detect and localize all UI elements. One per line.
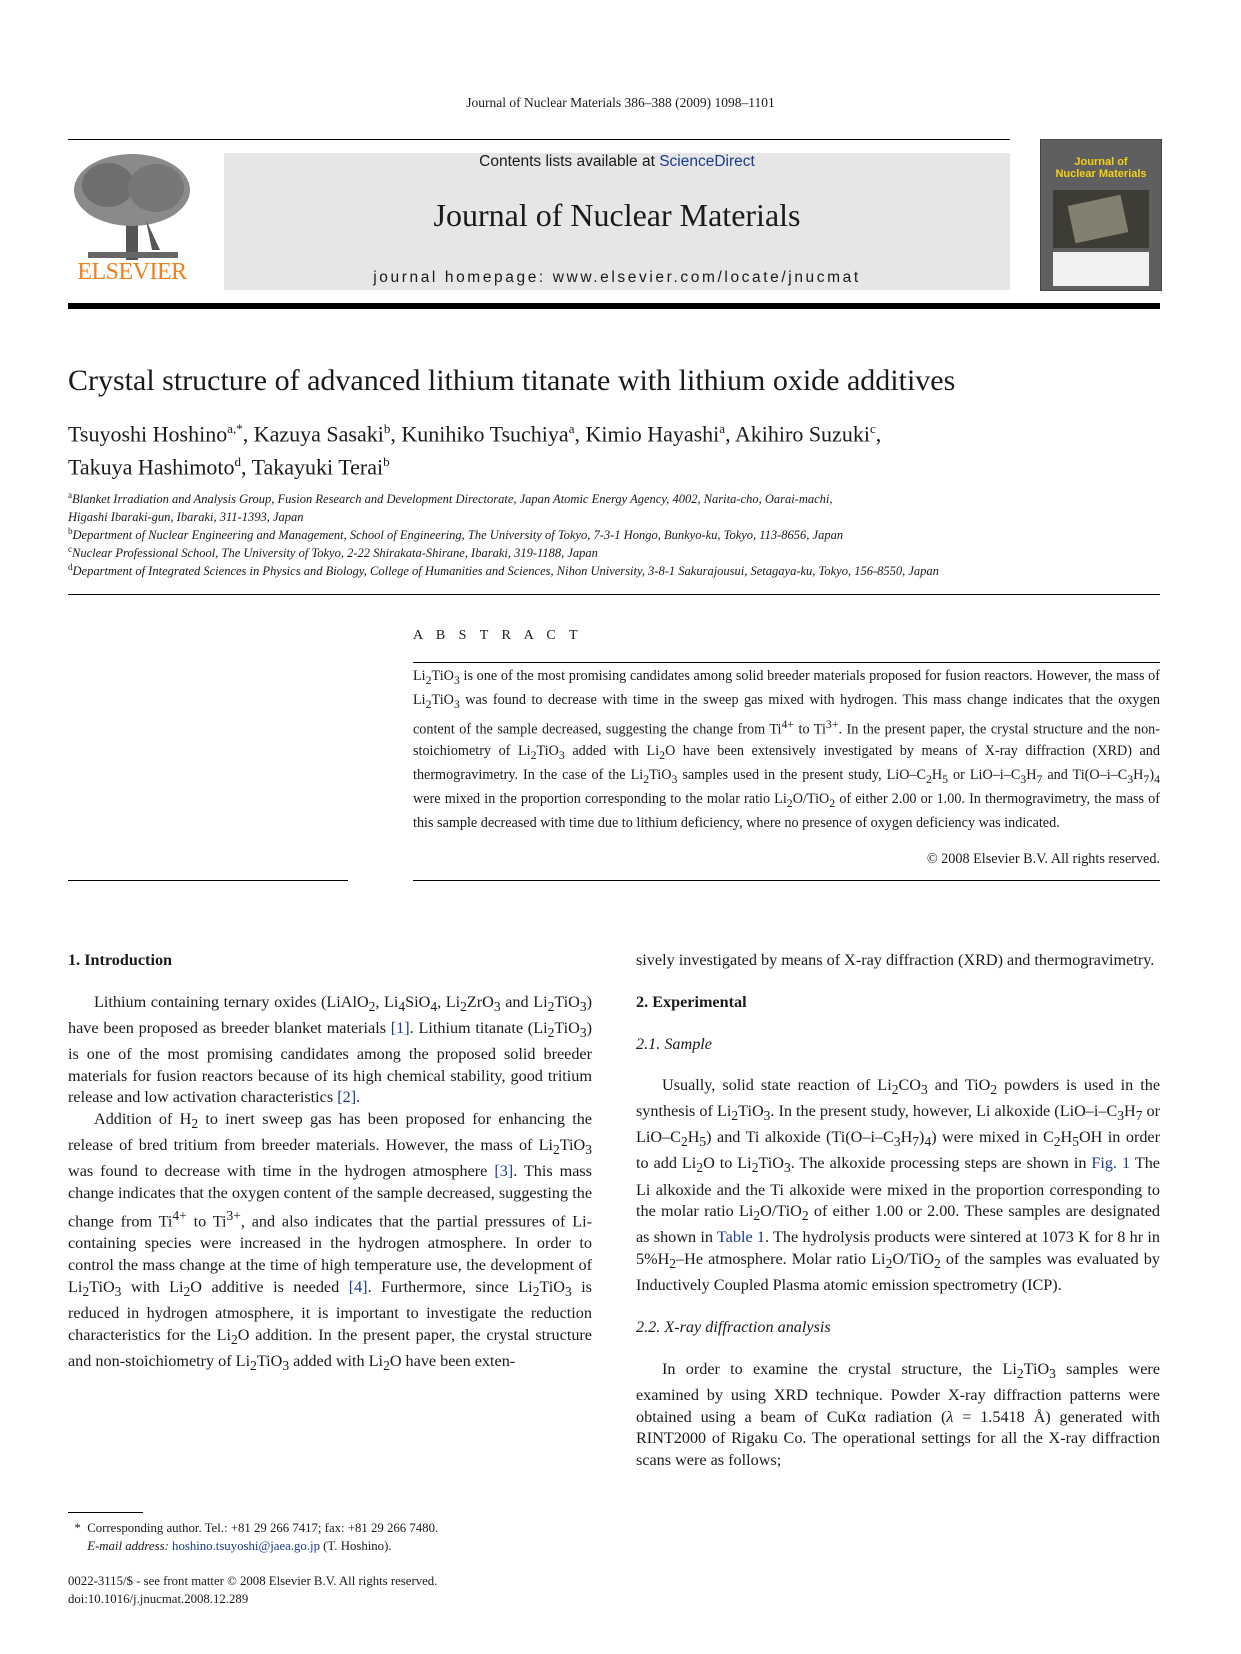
author[interactable]: Kazuya Sasaki <box>253 421 384 447</box>
header-rule <box>68 139 1010 140</box>
author-sup: d <box>234 454 241 470</box>
abstract-copyright: © 2008 Elsevier B.V. All rights reserved. <box>926 851 1160 867</box>
author[interactable]: Akihiro Suzuki <box>734 421 870 447</box>
sciencedirect-link[interactable]: ScienceDirect <box>659 153 755 170</box>
cover-title-line1: Journal of <box>1074 156 1128 168</box>
affiliation-sup: c <box>68 544 72 554</box>
right-column <box>636 950 1160 1472</box>
author[interactable]: Takuya Hashimoto <box>68 454 235 480</box>
affiliation-a <box>68 486 1168 526</box>
right-rule <box>413 880 1160 881</box>
author-list: Tsuyoshi Hoshino$^{a,*}$, Kazuya Sasaki$^b$, Kunihiko Tsuchiya$^a$, Kimio Hayashi$^a$, Akihiro Suzuki$^c$, Takuya Hashimoto$^d$, Takayuki Terai$^b$ <box>68 421 882 480</box>
footnote-corresponding: * Corresponding author. Tel.: +81 29 266 7417; fax: +81 29 266 7480. E-mail address: hoshino.tsuyoshi@jaea.go.jp (T. Hoshino). <box>68 1521 439 1553</box>
affiliation-sup: a <box>68 490 72 500</box>
subsection-heading-sample: 2.1. Sample <box>636 1034 712 1053</box>
affiliation-text: Nuclear Professional School, The University of Tokyo, 2-22 Shirakata-Shirane, Ibaraki, 319-1188, Japan <box>72 546 598 561</box>
affiliation-sup: d <box>68 562 73 572</box>
affiliation-text: Department of Integrated Sciences in Physics and Biology, College of Humanities and Sciences, Nihon University, 3-8-1 Sakurajousui, Setagaya-ku, Tokyo, 156-8550, Japan <box>72 564 939 579</box>
author-sup: b <box>383 421 391 436</box>
subsection-heading-xrd: 2.2. X-ray diffraction analysis <box>636 1317 831 1336</box>
affiliation-sup: b <box>68 526 73 536</box>
journal-homepage[interactable]: journal homepage: www.elsevier.com/locate/jnucmat <box>373 269 861 286</box>
author[interactable]: Takayuki Terai <box>251 454 384 480</box>
intro-paragraph: Addition of $H_2$ to inert sweep gas has been proposed for enhancing the release of bred tritium from breeder materials. However, the mass of $Li_2TiO_3$ was found to decrease with time in the hydrogen atmosphere [3]. This mass change indicates that the oxygen content of the sample decreased, suggesting the change from $Ti^{4+}$ to $Ti^{3+}$, and also indicates that the partial pressures of Li-containing species were increased in the hydrogen atmosphere. In order to control the mass change at the time of high temperature use, the development of $Li_2TiO_3$ with $Li_2O$ additive is needed [4]. Furthermore, since $Li_2TiO_3$ is reduced in hydrogen atmosphere, it is important to investigate the reduction characteristics for the $Li_2O$ addition. In the present paper, the crystal structure and non-stoichiometry of $Li_2TiO_3$ added with $Li_2O$ have been exten- <box>68 1110 592 1373</box>
affiliation-rule <box>68 594 1160 595</box>
affiliation-text: Higashi Ibaraki-gun, Ibaraki, 311-1393, Japan <box>68 510 304 525</box>
citation-link[interactable]: [4] <box>348 1277 368 1296</box>
issn-line: 0022-3115/$ - see front matter © 2008 Elsevier B.V. All rights reserved. <box>68 1574 438 1588</box>
citation-link[interactable]: [2] <box>337 1088 357 1107</box>
affiliation-text: Blanket Irradiation and Analysis Group, Fusion Research and Development Directorate, Japan Atomic Energy Agency, 4002, Narita-cho, Oarai-machi, <box>72 492 833 507</box>
publisher-wordmark: ELSEVIER <box>77 259 187 285</box>
affiliation-d <box>68 558 1168 580</box>
cover-title-line2: Nuclear Materials <box>1055 168 1147 180</box>
intro-paragraph: Lithium containing ternary oxides (LiAlO$_2$, $Li_4SiO_4$, $Li_2ZrO_3$ and $Li_2TiO_3$) have been proposed as breeder blanket materials [1]. Lithium titanate $(Li_2TiO_3)$ is one of the most promising candidates among the proposed solid breeder materials for fusion reactors because of its high chemical stability, good tritium release and low activation characteristics [2]. <box>68 992 592 1107</box>
citation-link[interactable]: [3] <box>494 1162 514 1181</box>
article-title: Crystal structure of advanced lithium titanate with lithium oxide additives <box>68 364 956 397</box>
email-label: E-mail address: <box>87 1539 169 1553</box>
author[interactable]: Tsuyoshi Hoshino <box>68 421 228 447</box>
citation-link[interactable]: [1] <box>390 1018 410 1037</box>
abstract-heading: A B S T R A C T <box>413 628 583 643</box>
left-column <box>68 950 592 1377</box>
section-heading-experimental: 2. Experimental <box>636 992 747 1011</box>
author-sup: a,* <box>227 421 243 436</box>
sample-paragraph: Usually, solid state reaction of $Li_2CO_3$ and TiO$_2$ powders is used in the synthesis of $Li_2TiO_3$. In the present study, however, Li alkoxide ($LiO-i-C_3H_7$ or LiO–$C_2H_5$) and Ti alkoxide $(Ti(O-i-C_3H_7)_4)$ were mixed in $C_2H_5OH$ in order to add $Li_2O$ to $Li_2TiO_3$. The alkoxide processing steps are shown in Fig. 1 The Li alkoxide and the Ti alkoxide were mixed in the proportion corresponding to the molar ratio $Li_2O/TiO_2$ of either 1.00 or 2.00. These samples are designated as shown in Table 1. The hydrolysis products were sintered at 1073 K for 8 hr in $5\%H_2-He$ atmosphere. Molar ratio $Li_2O/TiO_2$ of the samples was evaluated by Inductively Coupled Plasma atomic emission spectrometry (ICP). <box>636 1076 1161 1295</box>
footnote-issn-doi <box>68 1572 608 1608</box>
figure-link[interactable]: Fig. 1 <box>1091 1154 1131 1173</box>
journal-cover-image[interactable] <box>1040 139 1162 291</box>
author[interactable]: Kimio Hayashi <box>585 421 720 447</box>
author-sup: b <box>383 454 390 470</box>
contents-prefix: Contents lists available at <box>479 153 660 170</box>
cover-lower-panel <box>1053 252 1149 286</box>
email-link[interactable]: hoshino.tsuyoshi@jaea.go.jp <box>172 1539 320 1553</box>
author-sup: a <box>568 421 575 436</box>
xrd-paragraph: In order to examine the crystal structure, the $Li_2TiO_3$ samples were examined by using XRD technique. Powder X-ray diffraction patterns were obtained using a beam of CuKα radiation (λ = 1.5418 Å) generated with RINT2000 of Rigaku Co. The operational settings for all the X-ray diffraction scans were as follows; <box>636 1359 1161 1470</box>
abstract-text: $Li_2TiO_3$ is one of the most promising candidates among solid breeder materials proposed for fusion reactors. However, the mass of $Li_2TiO_3$ was found to decrease with time in the sweep gas mixed with hydrogen. This mass change indicates that the oxygen content of the sample decreased, suggesting the change from $Ti^{4+}$ to $Ti^{3+}$. In the present paper, the crystal structure and the non-stoichiometry of $Li_2TiO_3$ added with $Li_2O$ have been extensively investigated by means of X-ray diffraction (XRD) and thermogravimetry. In the case of the $Li_2TiO_3$ samples used in the present study, LiO–$C_2H_5$ or LiO–$i-C_3H_7$ and $Ti(O-i-C_3H_7)_4$ were mixed in the proportion corresponding to the molar ratio $Li_2O/TiO_2$ of either 2.00 or 1.00. In thermogravimetry, the mass of this sample decreased with time due to lithium deficiency, where no presence of oxygen deficiency was indicated. <box>413 668 1160 832</box>
abstract-rule <box>413 662 1160 663</box>
table-link[interactable]: Table 1 <box>716 1228 765 1247</box>
email-suffix: (T. Hoshino). <box>323 1539 392 1553</box>
corresponding-author-note: Corresponding author. Tel.: +81 29 266 7417; fax: +81 29 266 7480. <box>87 1521 439 1535</box>
intro-continuation: sively investigated by means of X-ray diffraction (XRD) and thermogravimetry. <box>636 951 1155 969</box>
header-thick-rule <box>68 303 1160 309</box>
journal-title: Journal of Nuclear Materials <box>433 197 801 233</box>
doi-line[interactable]: doi:10.1016/j.jnucmat.2008.12.289 <box>68 1592 249 1606</box>
contents-line <box>224 153 1010 171</box>
journal-reference: Journal of Nuclear Materials 386–388 (2009) 1098–1101 <box>466 95 775 110</box>
author[interactable]: Kunihiko Tsuchiya <box>401 421 569 447</box>
section-heading-introduction: 1. Introduction <box>68 951 173 969</box>
author-sup: c <box>869 421 876 436</box>
footnote-rule <box>68 1512 143 1513</box>
affiliation-text: Department of Nuclear Engineering and Management, School of Engineering, The University of Tokyo, 7-3-1 Hongo, Bunkyo-ku, Tokyo, 113-8656, Japan <box>72 528 844 543</box>
author-sup: a <box>719 421 726 436</box>
cover-micrograph <box>1053 190 1149 248</box>
elsevier-logo[interactable] <box>68 150 196 288</box>
left-rule <box>68 880 348 881</box>
